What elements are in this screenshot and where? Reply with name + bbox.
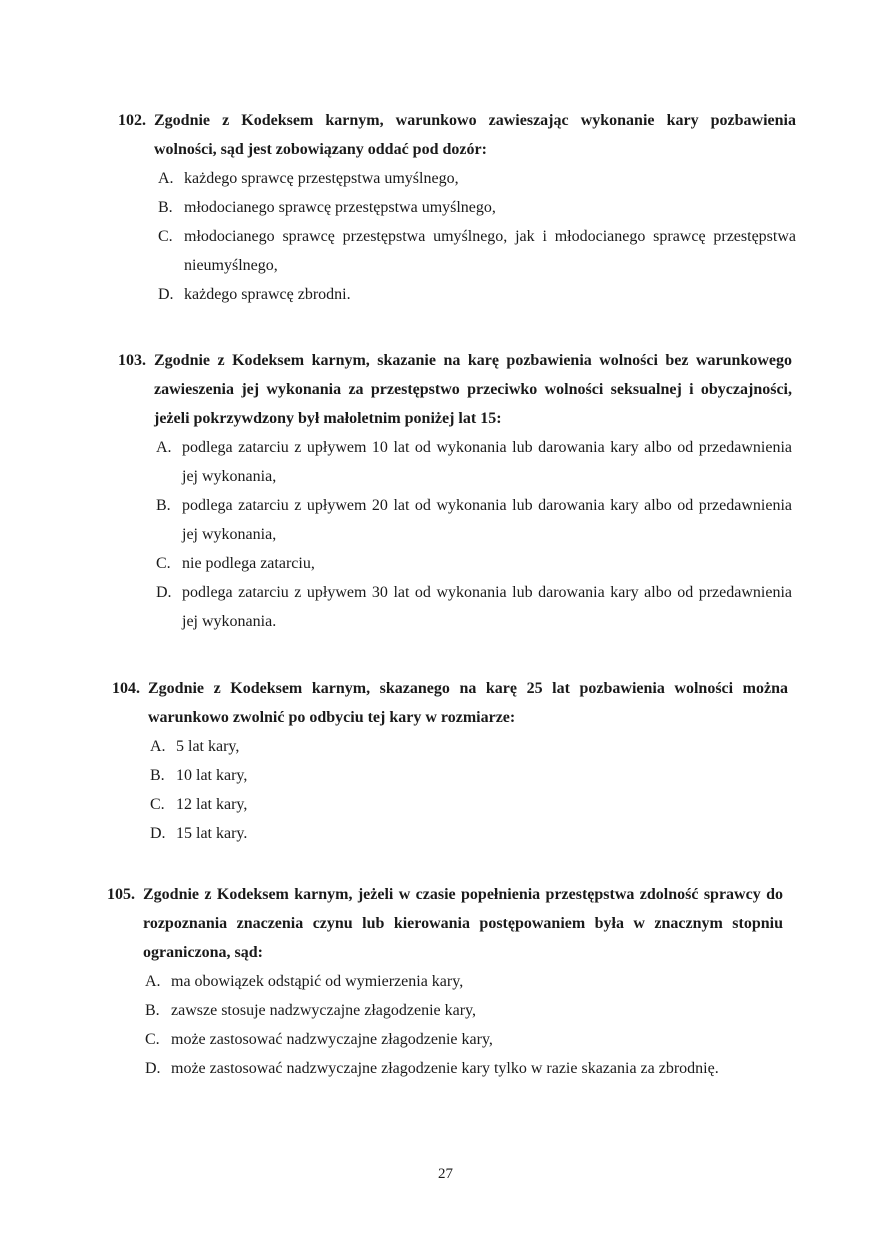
option-letter: C. (145, 1031, 160, 1048)
answer-option-a (156, 433, 792, 491)
question-text: Zgodnie z Kodeksem karnym, skazanie na karę pozbawienia wolności bez warunkowego zawieszenia jej wykonania za przestępstwo przeciwko wolności seksualnej i obyczajności, jeżeli pokrzywdzony był małoletnim poniżej lat 15: (154, 352, 792, 427)
option-letter: A. (158, 170, 174, 187)
answer-option-a (158, 164, 796, 193)
question-text: Zgodnie z Kodeksem karnym, warunkowo zawieszając wykonanie kary pozbawienia wolności, sąd jest zobowiązany oddać pod dozór: (154, 112, 796, 158)
question-text: Zgodnie z Kodeksem karnym, skazanego na karę 25 lat pozbawienia wolności można warunkowo zwolnić po odbyciu tej kary w rozmiarze: (148, 680, 788, 726)
page-number: 27 (438, 1166, 453, 1182)
answer-option-b (156, 491, 792, 549)
option-letter: C. (156, 555, 171, 572)
answer-option-c (150, 790, 788, 819)
option-letter: B. (156, 497, 171, 514)
question-number: 102. (118, 112, 146, 129)
answer-option-b (158, 193, 796, 222)
option-text: każdego sprawcę przestępstwa umyślnego, (184, 170, 459, 187)
answer-option-d (145, 1054, 783, 1083)
answer-option-c (156, 549, 792, 578)
option-text: zawsze stosuje nadzwyczajne złagodzenie kary, (171, 1002, 477, 1019)
answer-option-c (145, 1025, 783, 1054)
answer-option-a (150, 732, 788, 761)
answer-option-c (158, 222, 796, 280)
option-letter: A. (145, 973, 161, 990)
option-text: młodocianego sprawcę przestępstwa umyślnego, (184, 199, 496, 216)
answer-option-a (145, 967, 783, 996)
option-letter: D. (156, 584, 172, 601)
option-text: nie podlega zatarciu, (182, 555, 315, 572)
option-text: może zastosować nadzwyczajne złagodzenie kary tylko w razie skazania za zbrodnię. (171, 1060, 719, 1077)
option-letter: C. (150, 796, 165, 813)
question-header (112, 674, 788, 732)
question-number: 105. (107, 886, 135, 903)
answer-options (150, 732, 788, 848)
option-text: 12 lat kary, (176, 796, 248, 813)
option-text: podlega zatarciu z upływem 10 lat od wykonania lub darowania kary albo od przedawnienia jej wykonania, (182, 439, 792, 485)
option-letter: D. (150, 825, 166, 842)
question-header (118, 106, 796, 164)
option-letter: A. (156, 439, 172, 456)
option-text: 15 lat kary. (176, 825, 248, 842)
answer-option-d (156, 578, 792, 636)
question-104 (112, 674, 788, 848)
question-header (107, 880, 783, 967)
option-text: każdego sprawcę zbrodni. (184, 286, 351, 303)
option-letter: B. (150, 767, 165, 784)
option-text: podlega zatarciu z upływem 20 lat od wykonania lub darowania kary albo od przedawnienia jej wykonania, (182, 497, 792, 543)
option-letter: C. (158, 228, 173, 245)
question-text: Zgodnie z Kodeksem karnym, jeżeli w czasie popełnienia przestępstwa zdolność sprawcy do rozpoznania znaczenia czynu lub kierowania postępowaniem była w znacznym stopniu ograniczona, sąd: (143, 886, 783, 961)
question-102 (118, 106, 796, 309)
question-103 (118, 346, 792, 636)
answer-options (156, 433, 792, 636)
question-105 (107, 880, 783, 1083)
option-text: może zastosować nadzwyczajne złagodzenie kary, (171, 1031, 493, 1048)
option-letter: B. (145, 1002, 160, 1019)
option-text: 5 lat kary, (176, 738, 240, 755)
option-letter: D. (158, 286, 174, 303)
option-letter: D. (145, 1060, 161, 1077)
answer-options (158, 164, 796, 309)
question-number: 104. (112, 680, 140, 697)
question-number: 103. (118, 352, 146, 369)
option-text: 10 lat kary, (176, 767, 248, 784)
answer-option-d (150, 819, 788, 848)
answer-options (145, 967, 783, 1083)
answer-option-b (150, 761, 788, 790)
option-text: podlega zatarciu z upływem 30 lat od wykonania lub darowania kary albo od przedawnienia jej wykonania. (182, 584, 792, 630)
option-letter: A. (150, 738, 166, 755)
option-text: ma obowiązek odstąpić od wymierzenia kary, (171, 973, 464, 990)
answer-option-b (145, 996, 783, 1025)
answer-option-d (158, 280, 796, 309)
option-text: młodocianego sprawcę przestępstwa umyślnego, jak i młodocianego sprawcę przestępstwa nieumyślnego, (184, 228, 796, 274)
question-header (118, 346, 792, 433)
option-letter: B. (158, 199, 173, 216)
